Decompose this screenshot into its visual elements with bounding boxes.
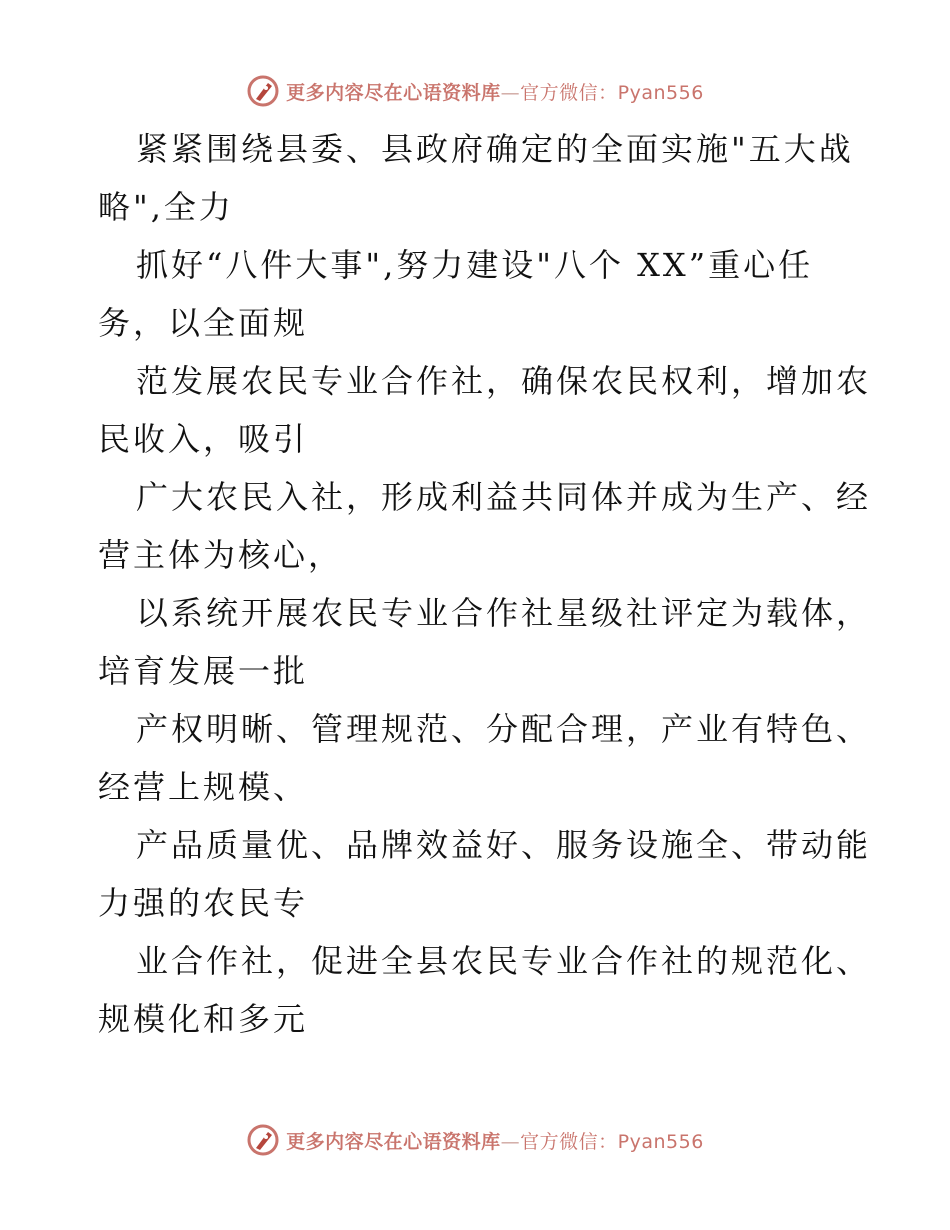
paragraph-4: [98, 468, 872, 584]
paragraph-2: [98, 236, 858, 352]
paragraph-1: [98, 120, 858, 236]
paragraph-line: 力强的农民专: [98, 884, 309, 922]
paragraph-line: 经营上规模、: [98, 768, 309, 806]
paragraph-line: 务，以全面规: [98, 304, 309, 342]
paragraph-line: 范发展农民专业合作社，确保农民权利，增加农: [136, 362, 872, 400]
paragraph-line: 抓好“八件大事",努力建设"八个 XX”重心任: [136, 246, 814, 284]
footer-watermark-banner: [0, 1120, 950, 1160]
paragraph-line: 民收入，吸引: [98, 420, 309, 458]
watermark-wechat-text: 官方微信：Pyan556: [520, 1130, 704, 1153]
paragraph-8: [98, 932, 872, 1048]
watermark-dash: —: [500, 81, 521, 104]
paragraph-line: 培育发展一批: [98, 652, 309, 690]
paragraph-line: 规模化和多元: [98, 1000, 309, 1038]
paragraph-line: 略",全力: [98, 188, 234, 226]
watermark-site-text: 更多内容尽在心语资料库: [286, 1130, 501, 1153]
watermark-dash: —: [500, 1130, 521, 1153]
paragraph-line: 以系统开展农民专业合作社星级社评定为载体，: [136, 594, 872, 632]
paragraph-line: 营主体为核心，: [98, 536, 344, 574]
paragraph-line: 产品质量优、品牌效益好、服务设施全、带动能: [136, 826, 872, 864]
paragraph-6: [98, 700, 872, 816]
watermark-text: [286, 1127, 704, 1154]
paragraph-3: [98, 352, 872, 468]
paragraph-5: [98, 584, 872, 700]
watermark-site-text: 更多内容尽在心语资料库: [286, 81, 501, 104]
document-body: [98, 120, 872, 1048]
watermark-text: [286, 78, 704, 105]
pen-nib-circle-icon: [246, 74, 280, 108]
paragraph-line: 广大农民入社，形成利益共同体并成为生产、经: [136, 478, 872, 516]
header-watermark-banner: [0, 71, 950, 111]
paragraph-line: 产权明晰、管理规范、分配合理，产业有特色、: [136, 710, 872, 748]
paragraph-line: 紧紧围绕县委、县政府确定的全面实施"五大战: [136, 130, 854, 168]
watermark-wechat-text: 官方微信：Pyan556: [520, 81, 704, 104]
pen-nib-circle-icon: [246, 1123, 280, 1157]
paragraph-7: [98, 816, 872, 932]
paragraph-line: 业合作社，促进全县农民专业合作社的规范化、: [136, 942, 872, 980]
